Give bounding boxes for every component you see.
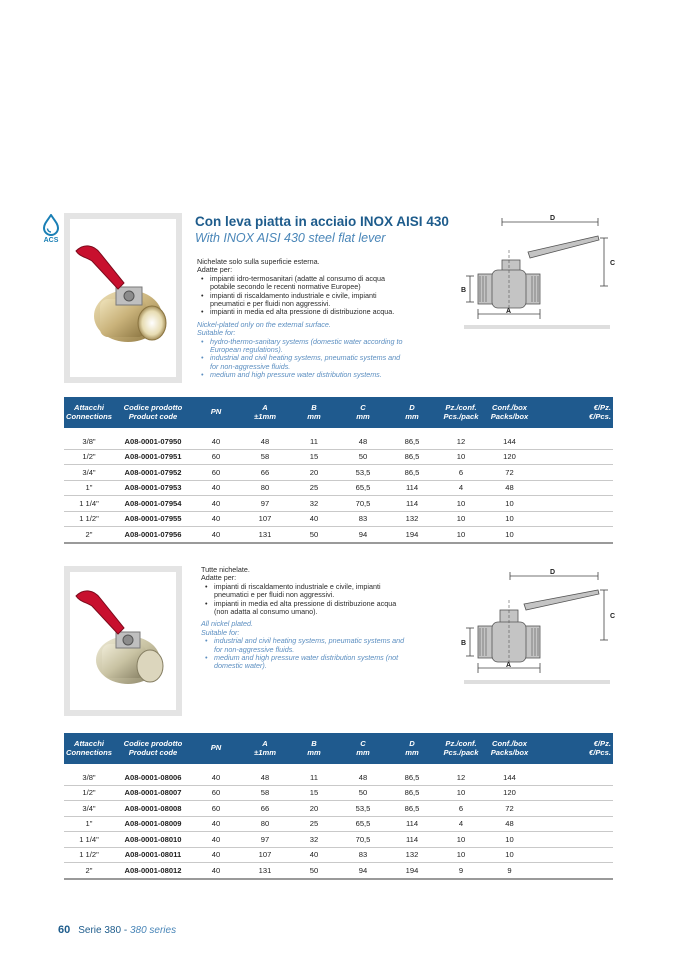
acs-label: ACS	[43, 237, 59, 244]
cell-pn: 40	[192, 496, 240, 512]
column-header-dim-b: B mm	[290, 397, 338, 431]
cell-dim-b: 11	[290, 431, 338, 449]
table-header-row	[64, 397, 613, 431]
cell-dim-c: 53,5	[338, 465, 388, 481]
dimension-label-b: B	[461, 640, 467, 647]
cell-dim-d: 194	[388, 527, 436, 543]
column-header-dim-c: C mm	[338, 733, 388, 767]
description-suitable-label-en: Suitable for:	[201, 627, 240, 637]
description-item: • impianti di riscaldamento industriale e civile, impianti pneumatici e per fluidi non aggressivi.	[201, 290, 377, 309]
cell-dim-a: 131	[240, 863, 290, 879]
cell-pn: 40	[192, 832, 240, 848]
cell-connection: 1"	[64, 480, 114, 496]
cell-pn: 60	[192, 801, 240, 817]
spec-table-2	[64, 733, 613, 880]
cell-dim-c: 70,5	[338, 832, 388, 848]
cell-dim-d: 86,5	[388, 431, 436, 449]
column-header-dim-a: A ±1mm	[240, 733, 290, 767]
cell-pcs-pack: 9	[436, 863, 486, 879]
cell-dim-a: 48	[240, 767, 290, 785]
cell-dim-b: 20	[290, 801, 338, 817]
cell-dim-a: 97	[240, 832, 290, 848]
cell-connection: 3/8"	[64, 431, 114, 449]
technical-drawing-2	[458, 564, 616, 688]
ball-valve-image	[70, 572, 176, 710]
column-header-pcs-pack: Pz./conf. Pcs./pack	[436, 733, 486, 767]
cell-dim-d: 86,5	[388, 801, 436, 817]
cell-price	[533, 496, 613, 512]
cell-dim-c: 70,5	[338, 496, 388, 512]
cell-product-code: A08-0001-07952	[114, 465, 192, 481]
table-row	[64, 527, 613, 543]
cell-dim-a: 66	[240, 801, 290, 817]
dimension-label-c: C	[610, 613, 616, 620]
series-separator: -	[121, 925, 130, 936]
cell-price	[533, 431, 613, 449]
cell-pn: 60	[192, 465, 240, 481]
cell-dim-a: 97	[240, 496, 290, 512]
description-suitable-label: Adatte per:	[197, 265, 233, 275]
cell-dim-d: 132	[388, 511, 436, 527]
acs-badge	[38, 214, 64, 244]
table-row	[64, 449, 613, 465]
page-number: 60	[58, 924, 71, 936]
column-header-connection: Attacchi Connections	[64, 397, 114, 431]
cell-price	[533, 863, 613, 879]
cell-connection: 1/2"	[64, 785, 114, 801]
cell-dim-a: 107	[240, 511, 290, 527]
cell-dim-b: 32	[290, 496, 338, 512]
table-row	[64, 480, 613, 496]
cell-price	[533, 511, 613, 527]
cell-pcs-pack: 10	[436, 847, 486, 863]
column-header-connection: Attacchi Connections	[64, 733, 114, 767]
cell-dim-d: 114	[388, 832, 436, 848]
table-row	[64, 767, 613, 785]
page-footer	[58, 924, 176, 936]
cell-dim-d: 86,5	[388, 785, 436, 801]
column-header-price: €/Pz. €/Pcs.	[533, 733, 613, 767]
cell-dim-c: 83	[338, 511, 388, 527]
cell-dim-a: 107	[240, 847, 290, 863]
cell-packs-box: 9	[486, 863, 533, 879]
cell-dim-a: 80	[240, 480, 290, 496]
dimension-label-d: D	[550, 569, 556, 576]
cell-pn: 40	[192, 527, 240, 543]
cell-dim-c: 94	[338, 863, 388, 879]
column-header-dim-d: D mm	[388, 397, 436, 431]
cell-dim-d: 114	[388, 816, 436, 832]
column-header-pn: PN	[192, 397, 240, 431]
dimension-label-b: B	[461, 287, 467, 294]
cell-dim-a: 58	[240, 449, 290, 465]
cell-pn: 60	[192, 785, 240, 801]
product-description-1	[197, 258, 403, 380]
cell-packs-box: 10	[486, 511, 533, 527]
description-item-en: • industrial and civil heating systems, pneumatic systems and for non-aggressive fluids.	[201, 353, 401, 371]
technical-drawing-1	[458, 212, 616, 334]
cell-connection: 1"	[64, 816, 114, 832]
column-header-price: €/Pz. €/Pcs.	[533, 397, 613, 431]
cell-product-code: A08-0001-07954	[114, 496, 192, 512]
cell-pcs-pack: 12	[436, 431, 486, 449]
cell-dim-a: 131	[240, 527, 290, 543]
table-row	[64, 496, 613, 512]
cell-connection: 1 1/4"	[64, 832, 114, 848]
product-photo-2	[64, 566, 182, 716]
cell-product-code: A08-0001-08008	[114, 801, 192, 817]
water-drop-icon	[42, 214, 60, 236]
cell-product-code: A08-0001-08010	[114, 832, 192, 848]
cell-product-code: A08-0001-08011	[114, 847, 192, 863]
description-item: • impianti di riscaldamento industriale e civile, impianti pneumatici e per fluidi non aggressivi.	[205, 581, 381, 600]
cell-connection: 1 1/2"	[64, 511, 114, 527]
description-intro: Nichelate solo sulla superficie esterna.	[197, 257, 320, 266]
description-item-en: • medium and high pressure water distribution systems (not domestic water).	[205, 653, 399, 671]
cell-pcs-pack: 10	[436, 511, 486, 527]
cell-price	[533, 449, 613, 465]
cell-dim-c: 48	[338, 767, 388, 785]
cell-product-code: A08-0001-08009	[114, 816, 192, 832]
description-item: • impianti idro-termosanitari (adatte al consumo di acqua potabile secondo le recenti normative Europee)	[201, 273, 385, 292]
description-suitable-label-en: Suitable for:	[197, 328, 236, 338]
cell-dim-c: 65,5	[338, 816, 388, 832]
cell-packs-box: 10	[486, 527, 533, 543]
cell-product-code: A08-0001-07953	[114, 480, 192, 496]
cell-pn: 40	[192, 511, 240, 527]
cell-price	[533, 801, 613, 817]
cell-connection: 3/4"	[64, 801, 114, 817]
cell-packs-box: 144	[486, 767, 533, 785]
cell-packs-box: 120	[486, 785, 533, 801]
description-item: • impianti in media ed alta pressione di distribuzione acqua (non adatta al consumo umano).	[205, 598, 397, 617]
cell-product-code: A08-0001-08006	[114, 767, 192, 785]
cell-packs-box: 10	[486, 496, 533, 512]
table-row	[64, 465, 613, 481]
table-row	[64, 511, 613, 527]
cell-dim-b: 32	[290, 832, 338, 848]
cell-packs-box: 120	[486, 449, 533, 465]
cell-dim-c: 50	[338, 449, 388, 465]
cell-dim-c: 94	[338, 527, 388, 543]
cell-dim-d: 132	[388, 847, 436, 863]
cell-dim-d: 86,5	[388, 767, 436, 785]
cell-pcs-pack: 6	[436, 465, 486, 481]
column-header-dim-d: D mm	[388, 733, 436, 767]
table-row	[64, 847, 613, 863]
cell-dim-b: 20	[290, 465, 338, 481]
cell-packs-box: 48	[486, 816, 533, 832]
cell-product-code: A08-0001-07951	[114, 449, 192, 465]
table-row	[64, 816, 613, 832]
cell-pcs-pack: 4	[436, 480, 486, 496]
cell-connection: 3/4"	[64, 465, 114, 481]
column-header-product-code: Codice prodotto Product code	[114, 397, 192, 431]
cell-pcs-pack: 10	[436, 785, 486, 801]
series-label-en: 380 series	[129, 925, 177, 936]
cell-pn: 40	[192, 816, 240, 832]
cell-dim-a: 48	[240, 431, 290, 449]
cell-pn: 40	[192, 431, 240, 449]
cell-pcs-pack: 10	[436, 449, 486, 465]
cell-pn: 40	[192, 847, 240, 863]
cell-dim-a: 80	[240, 816, 290, 832]
description-item-en: • medium and high pressure water distribution systems.	[201, 370, 382, 380]
cell-pn: 60	[192, 449, 240, 465]
column-header-dim-c: C mm	[338, 397, 388, 431]
cell-dim-d: 86,5	[388, 465, 436, 481]
cell-connection: 3/8"	[64, 767, 114, 785]
spec-table-1	[64, 397, 613, 544]
table-row	[64, 801, 613, 817]
cell-dim-c: 83	[338, 847, 388, 863]
cell-dim-b: 50	[290, 863, 338, 879]
cell-dim-b: 25	[290, 816, 338, 832]
cell-dim-c: 50	[338, 785, 388, 801]
cell-pcs-pack: 4	[436, 816, 486, 832]
cell-product-code: A08-0001-07956	[114, 527, 192, 543]
cell-dim-d: 194	[388, 863, 436, 879]
cell-price	[533, 527, 613, 543]
cell-price	[533, 785, 613, 801]
cell-pn: 40	[192, 767, 240, 785]
cell-product-code: A08-0001-07955	[114, 511, 192, 527]
cell-packs-box: 48	[486, 480, 533, 496]
product-subtitle: With INOX AISI 430 steel flat lever	[195, 231, 386, 245]
table-row	[64, 431, 613, 449]
cell-dim-c: 48	[338, 431, 388, 449]
column-header-dim-a: A ±1mm	[240, 397, 290, 431]
cell-dim-d: 86,5	[388, 449, 436, 465]
dimension-label-a: A	[506, 308, 512, 315]
cell-connection: 2"	[64, 863, 114, 879]
cell-dim-b: 15	[290, 449, 338, 465]
description-item-en: • hydro-thermo-sanitary systems (domestic water according to European regulations).	[201, 336, 403, 355]
column-header-product-code: Codice prodotto Product code	[114, 733, 192, 767]
ball-valve-image	[70, 219, 176, 377]
cell-dim-d: 114	[388, 496, 436, 512]
cell-dim-c: 53,5	[338, 801, 388, 817]
cell-connection: 2"	[64, 527, 114, 543]
cell-dim-a: 66	[240, 465, 290, 481]
table-row	[64, 863, 613, 879]
cell-dim-b: 15	[290, 785, 338, 801]
cell-dim-a: 58	[240, 785, 290, 801]
column-header-pn: PN	[192, 733, 240, 767]
cell-packs-box: 72	[486, 801, 533, 817]
cell-dim-b: 25	[290, 480, 338, 496]
cell-pn: 40	[192, 863, 240, 879]
cell-pcs-pack: 6	[436, 801, 486, 817]
cell-pcs-pack: 10	[436, 496, 486, 512]
cell-price	[533, 832, 613, 848]
cell-dim-b: 50	[290, 527, 338, 543]
cell-price	[533, 480, 613, 496]
cell-pcs-pack: 10	[436, 527, 486, 543]
table-row	[64, 832, 613, 848]
cell-pcs-pack: 12	[436, 767, 486, 785]
description-suitable-label: Adatte per:	[201, 573, 237, 583]
cell-packs-box: 72	[486, 465, 533, 481]
cell-connection: 1 1/2"	[64, 847, 114, 863]
cell-packs-box: 10	[486, 847, 533, 863]
cell-packs-box: 144	[486, 431, 533, 449]
description-intro-en: Nickel-plated only on the external surface.	[197, 319, 331, 329]
cell-connection: 1 1/4"	[64, 496, 114, 512]
cell-dim-b: 11	[290, 767, 338, 785]
column-header-packs-box: Conf./box Packs/box	[486, 397, 533, 431]
cell-dim-c: 65,5	[338, 480, 388, 496]
description-intro-en: All nickel plated.	[201, 619, 253, 629]
cell-price	[533, 816, 613, 832]
product-title: Con leva piatta in acciaio INOX AISI 430	[195, 214, 449, 229]
dimension-label-a: A	[506, 662, 512, 669]
table-row	[64, 785, 613, 801]
cell-pn: 40	[192, 480, 240, 496]
column-header-dim-b: B mm	[290, 733, 338, 767]
cell-pcs-pack: 10	[436, 832, 486, 848]
description-item-en: • industrial and civil heating systems, pneumatic systems and for non-aggressive fluids.	[205, 636, 405, 654]
description-item: • impianti in media ed alta pressione di distribuzione acqua.	[201, 307, 395, 317]
product-description-2	[201, 566, 404, 671]
cell-dim-b: 40	[290, 847, 338, 863]
cell-product-code: A08-0001-08012	[114, 863, 192, 879]
cell-dim-d: 114	[388, 480, 436, 496]
product-photo-1	[64, 213, 182, 383]
cell-product-code: A08-0001-08007	[114, 785, 192, 801]
table-header-row	[64, 733, 613, 767]
cell-price	[533, 465, 613, 481]
cell-connection: 1/2"	[64, 449, 114, 465]
cell-price	[533, 847, 613, 863]
series-label: Serie 380	[78, 925, 122, 936]
column-header-pcs-pack: Pz./conf. Pcs./pack	[436, 397, 486, 431]
cell-dim-b: 40	[290, 511, 338, 527]
description-intro: Tutte nichelate.	[201, 565, 250, 574]
cell-price	[533, 767, 613, 785]
column-header-packs-box: Conf./box Packs/box	[486, 733, 533, 767]
dimension-label-d: D	[550, 215, 556, 222]
cell-packs-box: 10	[486, 832, 533, 848]
dimension-label-c: C	[610, 260, 616, 267]
cell-product-code: A08-0001-07950	[114, 431, 192, 449]
